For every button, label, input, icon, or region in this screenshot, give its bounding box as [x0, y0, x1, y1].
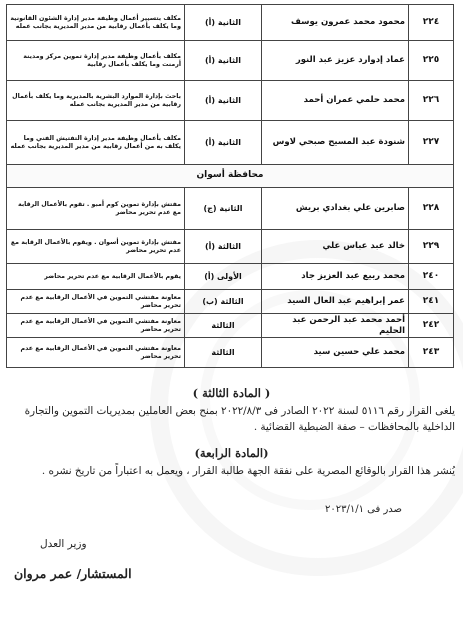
employee-name: محمد ربيع عبد العزيز جاد: [262, 264, 409, 290]
employee-name: صابرين علي بغدادي بريش: [262, 188, 409, 230]
employee-duty: مكلف بتسيير أعمال وظيفة مدير إدارة الشئون القانونية وما يكلف بأعمال رقابية من مدير المديرية بجانب عمله: [7, 5, 185, 41]
employee-grade: الثانية (أ): [185, 81, 262, 121]
employee-name: شنودة عبد المسيح صبحي لاوس: [262, 121, 409, 165]
employee-name: عمر إبراهيم عبد العال السيد: [262, 290, 409, 314]
section-title: محافظة أسوان: [7, 165, 454, 188]
employee-grade: الثالثة (أ): [185, 230, 262, 264]
employee-grade: الثانية (ج): [185, 188, 262, 230]
employee-grade: الثالثة: [185, 338, 262, 368]
employee-duty: باحث بإدارة الموارد البشرية بالمديرية وما يكلف بأعمال رقابية من مدير المديرية بجانب عمله: [7, 81, 185, 121]
employees-table: [6, 4, 454, 368]
row-number: ٢٤١: [409, 290, 454, 314]
table-row: [7, 290, 454, 314]
article-3-title: ( المادة الثالثة ): [192, 386, 271, 400]
row-number: ٢٢٥: [409, 41, 454, 81]
row-number: ٢٢٨: [409, 188, 454, 230]
employee-grade: الأولى (أ): [185, 264, 262, 290]
employee-grade: الثالثة (ب): [185, 290, 262, 314]
employee-duty: مكلف بأعمال وظيفة مدير إدارة تموين مركز ومدينة أرمنت وما يكلف بأعمال رقابية: [7, 41, 185, 81]
table-row: [7, 41, 454, 81]
table-row: [7, 230, 454, 264]
employee-grade: الثالثة: [185, 314, 262, 338]
employee-duty: معاونة مفتشي التموين في الأعمال الرقابية مع عدم تحرير محاضر: [7, 338, 185, 368]
employee-name: محمد علي حسين سيد: [262, 338, 409, 368]
article-3-text: يلغى القرار رقم ٥١١٦ لسنة ٢٠٢٢ الصادر فى ٢٠٢٢/٨/٣ بمنح بعض العاملين بمديريات التموين والتجارة الداخلية بالمحافظات – صفة الضبطية القضائية .: [24, 405, 455, 433]
employee-name: محمد حلمي عمران أحمد: [262, 81, 409, 121]
employee-grade: الثانية (أ): [185, 121, 262, 165]
employee-duty: معاونة مفتشي التموين في الأعمال الرقابية مع عدم تحرير محاضر: [7, 314, 185, 338]
article-4-title: (المادة الرابعة): [194, 446, 269, 460]
employee-duty: مكلف بأعمال وظيفة مدير إدارة التفتيش الفني وما يكلف به من أعمال رقابية من مدير المديرية بجانب عمله: [7, 121, 185, 165]
table-row: [7, 338, 454, 368]
table-row: [7, 188, 454, 230]
table-row: [7, 5, 454, 41]
table-row: [7, 264, 454, 290]
row-number: ٢٤٣: [409, 338, 454, 368]
employee-name: خالد عبد عباس علي: [262, 230, 409, 264]
table-row: [7, 121, 454, 165]
row-number: ٢٢٦: [409, 81, 454, 121]
row-number: ٢٤٠: [409, 264, 454, 290]
signature: المستشار/ عمر مروان: [14, 566, 132, 581]
employee-name: أحمد محمد عبد الرحمن عبد الحليم: [262, 314, 409, 338]
employee-duty: مفتش بإدارة تموين أسوان . ويقوم بالأعمال الرقابة مع عدم تحرير محاضر: [7, 230, 185, 264]
employee-grade: الثانية (أ): [185, 41, 262, 81]
minister-title: وزير العدل: [40, 538, 87, 550]
table-body-luxor: [7, 5, 454, 368]
table-row: [7, 314, 454, 338]
row-number: ٢٢٤: [409, 5, 454, 41]
employee-duty: يقوم بالأعمال الرقابية مع عدم تحرير محاضر: [7, 264, 185, 290]
employee-name: عماد إدوارد عزيز عبد النور: [262, 41, 409, 81]
article-4-text: يُنشر هذا القرار بالوقائع المصرية على نفقة الجهة طالبة القرار ، ويعمل به اعتباراً من تاريخ نشره .: [41, 465, 455, 477]
section-row: [7, 165, 454, 188]
row-number: ٢٢٧: [409, 121, 454, 165]
employee-name: محمود محمد عمرون يوسف: [262, 5, 409, 41]
issue-date: صدر فى ٢٠٢٣/١/١: [325, 504, 403, 515]
row-number: ٢٢٩: [409, 230, 454, 264]
table-row: [7, 81, 454, 121]
employee-duty: معاونة مفتشي التموين في الأعمال الرقابية مع عدم تحرير محاضر: [7, 290, 185, 314]
employee-duty: مفتش بإدارة تموين كوم أمبو . تقوم بالأعمال الرقابة مع عدم تحرير محاضر: [7, 188, 185, 230]
employee-grade: الثانية (أ): [185, 5, 262, 41]
row-number: ٢٤٢: [409, 314, 454, 338]
